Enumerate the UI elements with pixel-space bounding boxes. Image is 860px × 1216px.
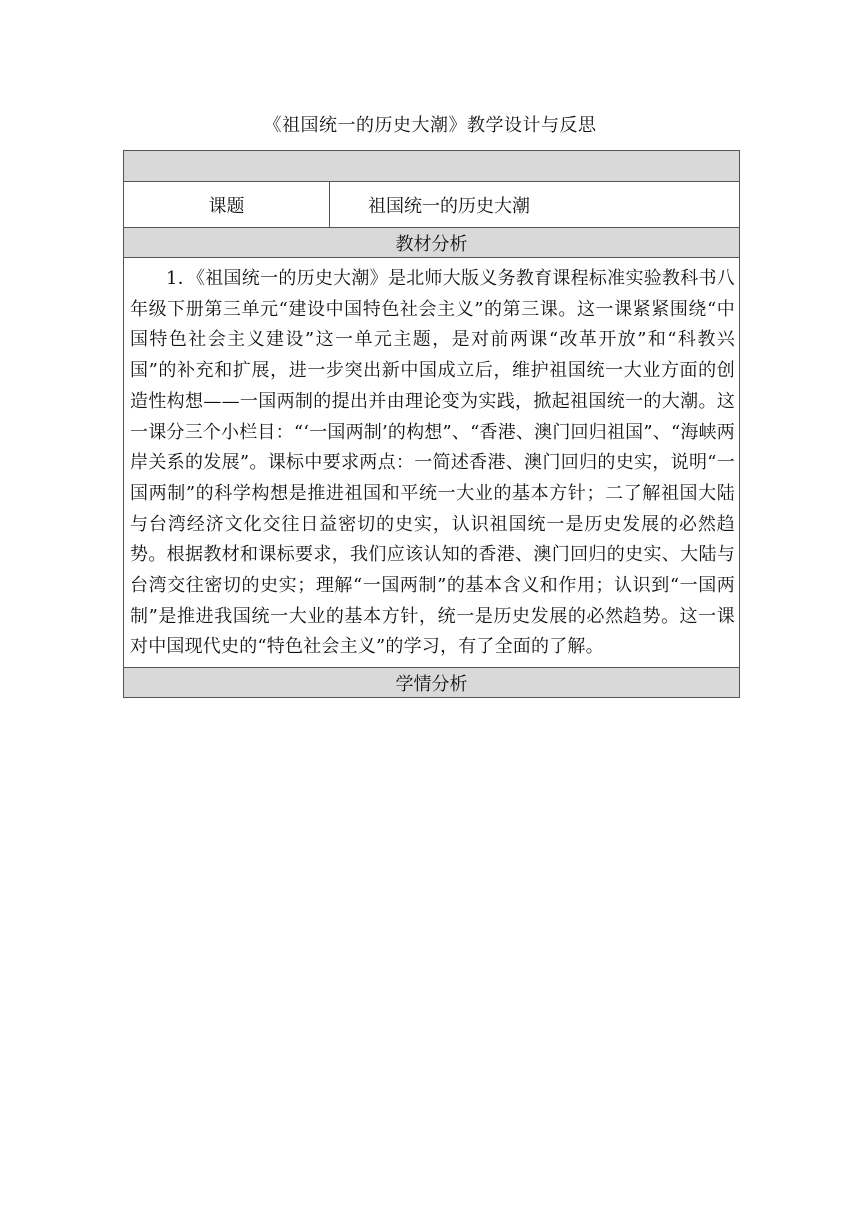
document-title: 《祖国统一的历史大潮》教学设计与反思 — [263, 115, 597, 136]
topic-label: 课题 — [124, 182, 330, 228]
student-analysis-heading: 学情分析 — [124, 668, 740, 698]
textbook-analysis-heading: 教材分析 — [124, 228, 740, 258]
lesson-design-table — [123, 150, 740, 698]
textbook-analysis-heading-row — [124, 228, 740, 258]
textbook-analysis-paragraph: 1．《祖国统一的历史大潮》是北师大版义务教育课程标准实验教科书八年级下册第三单元“建设中国特色社会主义”的第三课。这一课紧紧围绕“中国特色社会主义建设”这一单元主题，是对前两课“改革开放”和“科教兴国”的补充和扩展，进一步突出新中国成立后，维护祖国统一大业方面的创造性构想——一国两制的提出并由理论变为实践，掀起祖国统一的大潮。这一课分三个小栏目：“‘一国两制’的构想”、“香港、澳门回归祖国”、“海峡两岸关系的发展”。课标中要求两点：一简述香港、澳门回归的史实，说明“一国两制”的科学构想是推进祖国和平统一大业的基本方针；二了解祖国大陆与台湾经济文化交往日益密切的史实，认识祖国统一是历史发展的必然趋势。根据教材和课标要求，我们应该认知的香港、澳门回归的史实、大陆与台湾交往密切的史实；理解“一国两制”的基本含义和作用；认识到“一国两制”是推进我国统一大业的基本方针，统一是历史发展的必然趋势。这一课对中国现代史的“特色社会主义”的学习，有了全面的了解。 — [124, 258, 740, 668]
blank-header-cell — [124, 151, 740, 182]
student-analysis-heading-row — [124, 668, 740, 698]
table-header-blank-row — [124, 151, 740, 182]
topic-row — [124, 182, 740, 228]
textbook-analysis-body-row — [124, 258, 740, 668]
topic-value: 祖国统一的历史大潮 — [330, 182, 740, 228]
